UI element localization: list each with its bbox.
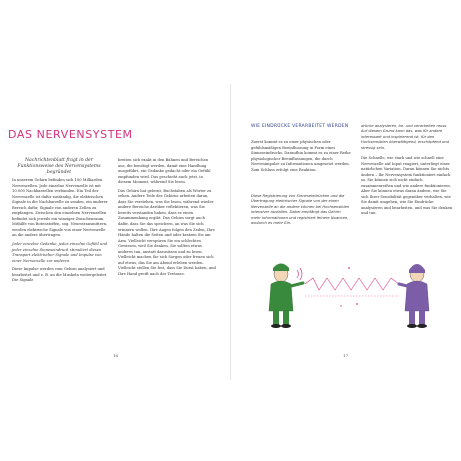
right-column-2 bbox=[361, 156, 453, 220]
left-column-1 bbox=[12, 178, 110, 287]
figure-purple-icon bbox=[399, 264, 429, 328]
left-column-2 bbox=[118, 158, 216, 280]
left-page bbox=[0, 84, 230, 380]
paragraph: Die Schnelle, wie stark und wie schnell eine Nervenzelle auf Input reagiert, unterliegt einer natürlichen Variation. Daran können Sie nichts ändern – Ihr Nervensystem funktioniert einfach so. Sie können sich nicht einfach zusammenreißen und wie andere funktionieren. Aber Sie können etwas daran ändern, wie Sie sich Ihrer Sensibilität gegenüber verhalten, wie Sie damit umgehen, wie Sie Eindrücke analysieren und bearbeiten, und was Sie denken und tun. bbox=[361, 156, 453, 216]
page-number: 17 bbox=[343, 353, 349, 358]
paragraph: breiten sich exakt in den Bahnen und Bereichen aus, die benötigt werden, damit eine Handlung ausgeführt, ein Gedanke gedacht oder ein Gefühl empfunden wird. Das geschieht auch jetzt, in diesem Moment, während Sie lesen. bbox=[118, 158, 211, 185]
signal-line bbox=[305, 278, 399, 290]
epigraph: Nachrichtenblatt fragt in der Funktionsweise des Nervensystems begründet bbox=[17, 158, 101, 175]
chapter-title: DAS NERVENSYSTEM bbox=[8, 128, 133, 141]
right-caption-1: Diese Registrierung von Sinneseindrücken und die Übertragung elektrischer Signale von der einen Nervenzelle an die andere können bei Hochsensiblen intensiver ausfallen. Dabei empfängt das Gehirn mehr Informationen und registriert feinere Nuancen, wodurch es mehr Ein- bbox=[251, 194, 350, 226]
right-caption-2: drücke analysieren, be- und verarbeiten muss. Auf diesem Grund kann das, was für andere interessant und inspirierend ist, für den Hochsensiblen überwältigend, erschöpfend und stressig sein. bbox=[361, 124, 449, 150]
section-title: WIE EINDRÜCKE VERARBEITET WERDEN bbox=[251, 124, 349, 129]
page-number: 16 bbox=[113, 353, 119, 358]
right-column-1 bbox=[251, 140, 351, 176]
italic-paragraph: Jeder einzelne Gedanke, jedes einzelne Gefühl und jeder einzelne Sinneseindruck stimuliert diesen Transport elektrischer Signale und Impulse von einer Nervenzelle zur anderen. bbox=[12, 242, 108, 263]
sound-transmission-illustration bbox=[253, 256, 443, 336]
paragraph: In unserem Gehirn befinden sich 100 Milliarden Nervenzellen. Jede einzelne Nervenzelle ist mit 10.000 Nachbarzellen verbunden. Ein Teil der Nervenzelle ist dafür zuständig, die elektrischen Signale in die Nachbarzelle zu senden, ein anderer Bereich dafür, Signale von anderen Zellen zu empfangen. Zwischen den einzelnen Nervenzellen befindet sich jeweils ein winziger Zwischenraum. Mithilfe von Botenstoffen, sog. Neurotransmittern, werden elektrische Signale von einer Nervenzelle an die andere übertragen. bbox=[12, 178, 108, 238]
figure-green-icon bbox=[269, 264, 303, 329]
paragraph: Zuerst kommt es zu einer physischen oder gefühlsmäßigen Beeinflussung in Form eines Sinneseindrucks. Daraufhin kommt es zu einer Reihe physiologischer Beeinflussungen, die durch Nervenimpulse zu Informationen umgesetzt werden. Zum Schluss erfolgt eine Reaktion. bbox=[251, 140, 351, 172]
right-page bbox=[231, 84, 461, 380]
paragraph: Diese Impulse werden vom Gehirn analysiert und bearbeitet und z. B. an die Muskeln weitergeleitet. Die Signale bbox=[12, 267, 108, 283]
speech-wave-icon bbox=[297, 268, 302, 280]
paragraph: Das Gehirn hat gelernt, Buchstaben als Wörter zu sehen. Andere Teile des Gehirns arbeiten daran, dass Sie verstehen, was Sie lesen, während wieder andere Bereiche darüber reflektieren, was Sie bereits verstanden haben, dass es einen Zusammenhang ergibt. Das Gehirn sorgt auch dafür, dass Sie das speichern, an was Sie sich erinnern wollen. Ihre Augen folgen den Zeilen, Ihre Hände halten die Seiten und oder kratzen Sie am Arm. Vielleicht verspüren Sie ein schlechtes Gewissen, weil Sie denken, Sie sollten etwas anderes tun, anstatt dazusitzen und zu lesen. Vielleicht machen Sie sich Sorgen oder freuen sich auf etwas, das Sie am Abend erleben werden. Vielleicht stellen Sie fest, dass Sie Durst haben, und Ihre Hand greift nach der Teetasse. bbox=[118, 188, 216, 276]
